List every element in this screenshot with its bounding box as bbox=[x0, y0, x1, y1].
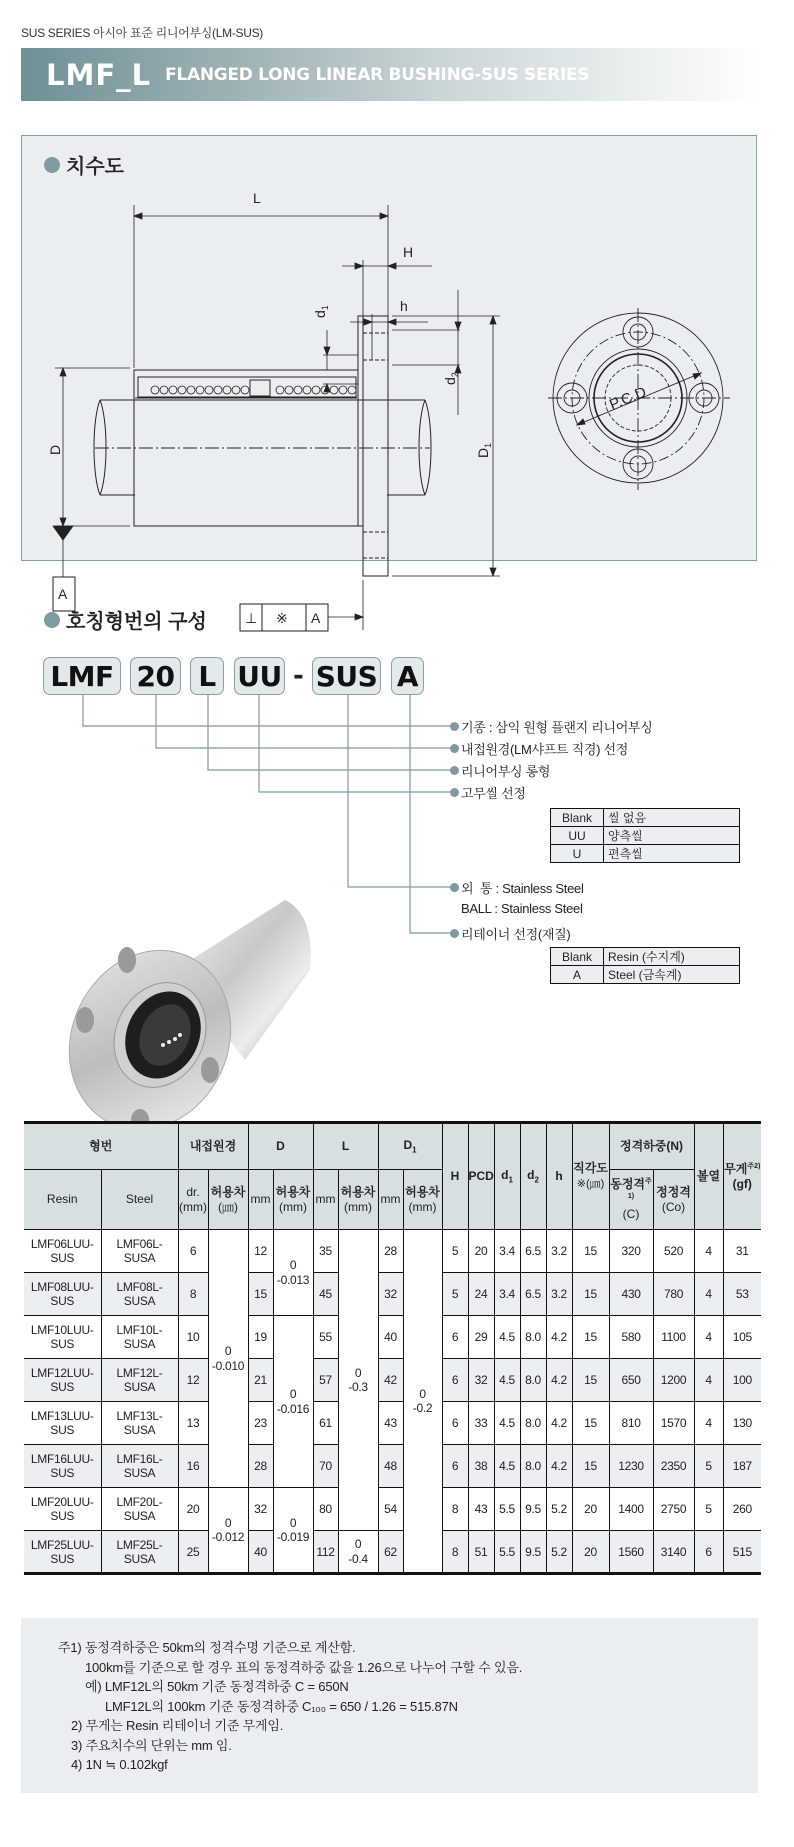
cell-D1: 40 bbox=[378, 1316, 403, 1359]
tolerance-cell-d: 0 -0.019 bbox=[273, 1488, 313, 1574]
cell-d1: 3.4 bbox=[494, 1230, 520, 1273]
cell-resin-model: LMF25LUU-SUS bbox=[24, 1531, 101, 1574]
cell-D: 32 bbox=[248, 1488, 273, 1531]
table-row bbox=[24, 1488, 761, 1531]
cell-pcd: 33 bbox=[468, 1402, 494, 1445]
tolerance-cell-dr: 0 -0.010 bbox=[208, 1230, 248, 1488]
cell-c: 1560 bbox=[609, 1531, 653, 1574]
note-3: 3) 주요치수의 단위는 mm 임. bbox=[71, 1737, 232, 1753]
cell-perp: 20 bbox=[572, 1531, 609, 1574]
th-dynamic: 동정격$^{주1)}$ (C) bbox=[609, 1170, 653, 1230]
cell-perp: 15 bbox=[572, 1402, 609, 1445]
cell-c: 1230 bbox=[609, 1445, 653, 1488]
cell-co: 520 bbox=[653, 1230, 694, 1273]
cell-co: 1570 bbox=[653, 1402, 694, 1445]
cell-h: 4.2 bbox=[546, 1316, 572, 1359]
cell-weight: 105 bbox=[723, 1316, 761, 1359]
cell-d1: 4.5 bbox=[494, 1316, 520, 1359]
cell-D1: 48 bbox=[378, 1445, 403, 1488]
cell-d2: 8.0 bbox=[520, 1316, 546, 1359]
label-pcd: P.C.D bbox=[607, 383, 649, 414]
chip-series: LMF bbox=[43, 657, 121, 695]
table-row bbox=[24, 1402, 761, 1445]
cell-dr: 16 bbox=[178, 1445, 208, 1488]
label-H: H bbox=[403, 244, 414, 260]
th-rows-of-balls: 볼열 bbox=[694, 1123, 723, 1230]
label-h: h bbox=[400, 298, 408, 314]
cell-pcd: 32 bbox=[468, 1359, 494, 1402]
cell-h: 3.2 bbox=[546, 1230, 572, 1273]
tol-note: ※ bbox=[276, 610, 288, 626]
cell-perp: 15 bbox=[572, 1273, 609, 1316]
part-number-heading-text: 호칭형번의 구성 bbox=[66, 611, 207, 633]
cell-dr: 10 bbox=[178, 1316, 208, 1359]
cell-steel-model: LMF16L-SUSA bbox=[101, 1445, 178, 1488]
cell-balls: 4 bbox=[694, 1273, 723, 1316]
label-datum-A: A bbox=[58, 586, 68, 602]
cell-L: 61 bbox=[313, 1402, 338, 1445]
th-PCD: PCD bbox=[468, 1123, 494, 1230]
cell-perp: 15 bbox=[572, 1230, 609, 1273]
th-L-tol: 허용차 (mm) bbox=[338, 1170, 378, 1230]
th-dr: dr. (mm) bbox=[178, 1170, 208, 1230]
tolerance-cell-d: 0 -0.013 bbox=[273, 1230, 313, 1316]
cell-balls: 4 bbox=[694, 1316, 723, 1359]
cell-D: 15 bbox=[248, 1273, 273, 1316]
label-L: L bbox=[253, 190, 261, 206]
cell-L: 45 bbox=[313, 1273, 338, 1316]
cell-d2: 6.5 bbox=[520, 1273, 546, 1316]
cell-resin-model: LMF20LUU-SUS bbox=[24, 1488, 101, 1531]
cell-d1: 3.4 bbox=[494, 1273, 520, 1316]
cell-weight: 130 bbox=[723, 1402, 761, 1445]
cell-h: 5 bbox=[442, 1230, 468, 1273]
cell-d1: 4.5 bbox=[494, 1445, 520, 1488]
cell-h: 8 bbox=[442, 1531, 468, 1574]
th-D1: $D_1$ bbox=[378, 1123, 442, 1170]
th-steel: Steel bbox=[101, 1170, 178, 1230]
note-1-detail: 100km를 기준으로 할 경우 표의 동정격하중 값을 1.26으로 나누어 구할 수 있음. bbox=[85, 1659, 523, 1675]
series-subtitle: SUS SERIES 아시아 표준 리니어부싱(LM-SUS) bbox=[21, 26, 263, 40]
spec-table bbox=[24, 1121, 761, 1575]
cell-D: 19 bbox=[248, 1316, 273, 1359]
cell-pcd: 24 bbox=[468, 1273, 494, 1316]
cell-D: 40 bbox=[248, 1531, 273, 1574]
th-D-mm: mm bbox=[248, 1170, 273, 1230]
tolerance-cell-l: 0 -0.4 bbox=[338, 1531, 378, 1574]
table-row bbox=[24, 1359, 761, 1402]
cell-c: 650 bbox=[609, 1359, 653, 1402]
retainer-table bbox=[550, 947, 740, 984]
cell-D: 23 bbox=[248, 1402, 273, 1445]
cell-balls: 4 bbox=[694, 1230, 723, 1273]
cell-h: 4.2 bbox=[546, 1359, 572, 1402]
th-L-mm: mm bbox=[313, 1170, 338, 1230]
desc-retainer: 리테이너 선정(재질) bbox=[450, 924, 570, 943]
cell-pcd: 51 bbox=[468, 1531, 494, 1574]
cell-D: 12 bbox=[248, 1230, 273, 1273]
desc-seal: 고무씰 선정 bbox=[450, 783, 526, 802]
product-photo bbox=[55, 895, 315, 1135]
tol-perp: ⊥ bbox=[245, 610, 258, 626]
retainer-row: A Steel (금속계) bbox=[551, 966, 740, 984]
cell-steel-model: LMF08L-SUSA bbox=[101, 1273, 178, 1316]
cell-steel-model: LMF12L-SUSA bbox=[101, 1359, 178, 1402]
cell-co: 780 bbox=[653, 1273, 694, 1316]
cell-perp: 20 bbox=[572, 1488, 609, 1531]
seal-row: Blank 씰 없음 bbox=[551, 809, 740, 827]
cell-pcd: 43 bbox=[468, 1488, 494, 1531]
th-rated-load: 정격하중(N) bbox=[609, 1123, 694, 1170]
cell-dr: 6 bbox=[178, 1230, 208, 1273]
cell-dr: 25 bbox=[178, 1531, 208, 1574]
th-perpendicularity: 직각도 ※(㎛) bbox=[572, 1123, 609, 1230]
cell-dr: 12 bbox=[178, 1359, 208, 1402]
cell-pcd: 38 bbox=[468, 1445, 494, 1488]
cell-h: 3.2 bbox=[546, 1273, 572, 1316]
notes-panel bbox=[21, 1618, 758, 1793]
chip-seal: UU bbox=[234, 657, 285, 695]
cell-perp: 15 bbox=[572, 1445, 609, 1488]
cell-co: 1100 bbox=[653, 1316, 694, 1359]
retainer-row: Blank Resin (수지계) bbox=[551, 948, 740, 966]
cell-h: 5.2 bbox=[546, 1488, 572, 1531]
cell-balls: 5 bbox=[694, 1488, 723, 1531]
cell-co: 1200 bbox=[653, 1359, 694, 1402]
cell-weight: 53 bbox=[723, 1273, 761, 1316]
bullet-icon bbox=[450, 766, 459, 775]
desc-outer-material: 외 통 : Stainless Steel bbox=[450, 878, 584, 897]
tol-datum: A bbox=[311, 610, 321, 626]
cell-d1: 4.5 bbox=[494, 1402, 520, 1445]
cell-resin-model: LMF08LUU-SUS bbox=[24, 1273, 101, 1316]
note-1-example-calc: LMF12L의 100km 기준 동정격하중 C₁₀₀ = 650 / 1.26 = 515.87N bbox=[105, 1698, 458, 1714]
cell-co: 2350 bbox=[653, 1445, 694, 1488]
cell-D1: 32 bbox=[378, 1273, 403, 1316]
cell-resin-model: LMF13LUU-SUS bbox=[24, 1402, 101, 1445]
cell-L: 57 bbox=[313, 1359, 338, 1402]
cell-steel-model: LMF10L-SUSA bbox=[101, 1316, 178, 1359]
label-d1: $d_1$ bbox=[312, 305, 330, 318]
tolerance-cell-d1: 0 -0.2 bbox=[403, 1230, 442, 1574]
desc-ball-material: BALL : Stainless Steel bbox=[461, 901, 583, 916]
cell-weight: 31 bbox=[723, 1230, 761, 1273]
cell-D: 21 bbox=[248, 1359, 273, 1402]
cell-h: 6 bbox=[442, 1359, 468, 1402]
chip-long: L bbox=[190, 657, 224, 695]
cell-perp: 15 bbox=[572, 1359, 609, 1402]
cell-d2: 8.0 bbox=[520, 1445, 546, 1488]
cell-co: 3140 bbox=[653, 1531, 694, 1574]
table-row bbox=[24, 1273, 761, 1316]
cell-L: 80 bbox=[313, 1488, 338, 1531]
label-D1: $D_1$ bbox=[475, 442, 493, 458]
tolerance-cell-d: 0 -0.016 bbox=[273, 1316, 313, 1488]
cell-dr: 13 bbox=[178, 1402, 208, 1445]
cell-pcd: 29 bbox=[468, 1316, 494, 1359]
cell-steel-model: LMF06L-SUSA bbox=[101, 1230, 178, 1273]
chip-size: 20 bbox=[130, 657, 181, 695]
bullet-icon bbox=[450, 788, 459, 797]
cell-D: 28 bbox=[248, 1445, 273, 1488]
th-static: 정정격 (Co) bbox=[653, 1170, 694, 1230]
th-inscribed: 내접원경 bbox=[178, 1123, 248, 1170]
chip-material: SUS bbox=[312, 657, 381, 695]
th-h: h bbox=[546, 1123, 572, 1230]
cell-d2: 6.5 bbox=[520, 1230, 546, 1273]
cell-perp: 15 bbox=[572, 1316, 609, 1359]
cell-d1: 5.5 bbox=[494, 1488, 520, 1531]
dimension-heading-text: 치수도 bbox=[66, 156, 124, 178]
cell-weight: 260 bbox=[723, 1488, 761, 1531]
th-d2: $d_2$ bbox=[520, 1123, 546, 1230]
cell-dr: 20 bbox=[178, 1488, 208, 1531]
th-L: L bbox=[313, 1123, 378, 1170]
cell-d2: 8.0 bbox=[520, 1402, 546, 1445]
cell-resin-model: LMF12LUU-SUS bbox=[24, 1359, 101, 1402]
cell-resin-model: LMF06LUU-SUS bbox=[24, 1230, 101, 1273]
cell-balls: 4 bbox=[694, 1359, 723, 1402]
cell-weight: 100 bbox=[723, 1359, 761, 1402]
chip-dash: - bbox=[293, 661, 304, 691]
cell-c: 580 bbox=[609, 1316, 653, 1359]
tolerance-cell-dr: 0 -0.012 bbox=[208, 1488, 248, 1574]
bullet-icon bbox=[450, 722, 459, 731]
th-d1: $d_1$ bbox=[494, 1123, 520, 1230]
cell-c: 1400 bbox=[609, 1488, 653, 1531]
cell-balls: 6 bbox=[694, 1531, 723, 1574]
cell-c: 810 bbox=[609, 1402, 653, 1445]
cell-D1: 54 bbox=[378, 1488, 403, 1531]
note-1-example: 예) LMF12L의 50km 기준 동정격하중 C = 650N bbox=[85, 1679, 349, 1694]
cell-h: 6 bbox=[442, 1316, 468, 1359]
cell-D1: 28 bbox=[378, 1230, 403, 1273]
bullet-icon bbox=[450, 929, 459, 938]
cell-resin-model: LMF16LUU-SUS bbox=[24, 1445, 101, 1488]
cell-dr: 8 bbox=[178, 1273, 208, 1316]
desc-size: 내접원경(LM샤프트 직경) 선정 bbox=[450, 739, 628, 758]
cell-pcd: 20 bbox=[468, 1230, 494, 1273]
cell-weight: 187 bbox=[723, 1445, 761, 1488]
desc-long: 리니어부싱 롱형 bbox=[450, 761, 550, 780]
note-4: 4) 1N ≒ 0.102kgf bbox=[71, 1757, 168, 1772]
cell-resin-model: LMF10LUU-SUS bbox=[24, 1316, 101, 1359]
th-D-tol: 허용차 (mm) bbox=[273, 1170, 313, 1230]
th-weight: 무게$^{주2)}$ (gf) bbox=[723, 1123, 761, 1230]
cell-D1: 62 bbox=[378, 1531, 403, 1574]
th-model: 형번 bbox=[24, 1123, 178, 1170]
cell-steel-model: LMF25L-SUSA bbox=[101, 1531, 178, 1574]
cell-h: 4.2 bbox=[546, 1402, 572, 1445]
cell-steel-model: LMF20L-SUSA bbox=[101, 1488, 178, 1531]
cell-co: 2750 bbox=[653, 1488, 694, 1531]
cell-balls: 4 bbox=[694, 1402, 723, 1445]
th-resin: Resin bbox=[24, 1170, 101, 1230]
th-D1-mm: mm bbox=[378, 1170, 403, 1230]
cell-d2: 9.5 bbox=[520, 1531, 546, 1574]
cell-L: 55 bbox=[313, 1316, 338, 1359]
th-D1-tol: 허용차 (mm) bbox=[403, 1170, 442, 1230]
desc-series: 기종 : 삼익 원형 플랜지 리니어부싱 bbox=[450, 717, 652, 736]
tolerance-cell-l: 0 -0.3 bbox=[338, 1230, 378, 1531]
cell-c: 320 bbox=[609, 1230, 653, 1273]
th-H: H bbox=[442, 1123, 468, 1230]
cell-h: 5.2 bbox=[546, 1531, 572, 1574]
th-dr-tol: 허용차 (㎛) bbox=[208, 1170, 248, 1230]
table-row bbox=[24, 1531, 761, 1574]
cell-h: 5 bbox=[442, 1273, 468, 1316]
note-2: 2) 무게는 Resin 리테이너 기준 무게임. bbox=[71, 1718, 284, 1733]
chip-retainer: A bbox=[391, 657, 424, 695]
cell-D1: 42 bbox=[378, 1359, 403, 1402]
table-row bbox=[24, 1445, 761, 1488]
seal-table bbox=[550, 808, 740, 863]
table-row bbox=[24, 1316, 761, 1359]
model-description: FLANGED LONG LINEAR BUSHING-SUS SERIES bbox=[165, 64, 590, 85]
model-title: LMF_L bbox=[46, 57, 152, 92]
cell-h: 8 bbox=[442, 1488, 468, 1531]
cell-steel-model: LMF13L-SUSA bbox=[101, 1402, 178, 1445]
cell-L: 112 bbox=[313, 1531, 338, 1574]
bullet-icon bbox=[450, 744, 459, 753]
cell-h: 6 bbox=[442, 1445, 468, 1488]
cell-d1: 4.5 bbox=[494, 1359, 520, 1402]
label-d2: $d_2$ bbox=[442, 372, 460, 385]
label-D: D bbox=[47, 444, 63, 455]
cell-h: 4.2 bbox=[546, 1445, 572, 1488]
note-1: 주1) 동정격하중은 50km의 정격수명 기준으로 계산함. bbox=[58, 1640, 356, 1655]
cell-L: 70 bbox=[313, 1445, 338, 1488]
cell-D1: 43 bbox=[378, 1402, 403, 1445]
cell-d2: 8.0 bbox=[520, 1359, 546, 1402]
cell-h: 6 bbox=[442, 1402, 468, 1445]
cell-d1: 5.5 bbox=[494, 1531, 520, 1574]
cell-balls: 5 bbox=[694, 1445, 723, 1488]
seal-row: U 편측씰 bbox=[551, 845, 740, 863]
cell-L: 35 bbox=[313, 1230, 338, 1273]
cell-c: 430 bbox=[609, 1273, 653, 1316]
seal-row: UU 양측씰 bbox=[551, 827, 740, 845]
cell-weight: 515 bbox=[723, 1531, 761, 1574]
cell-d2: 9.5 bbox=[520, 1488, 546, 1531]
bullet-icon bbox=[450, 883, 459, 892]
table-row bbox=[24, 1230, 761, 1273]
th-D: D bbox=[248, 1123, 313, 1170]
